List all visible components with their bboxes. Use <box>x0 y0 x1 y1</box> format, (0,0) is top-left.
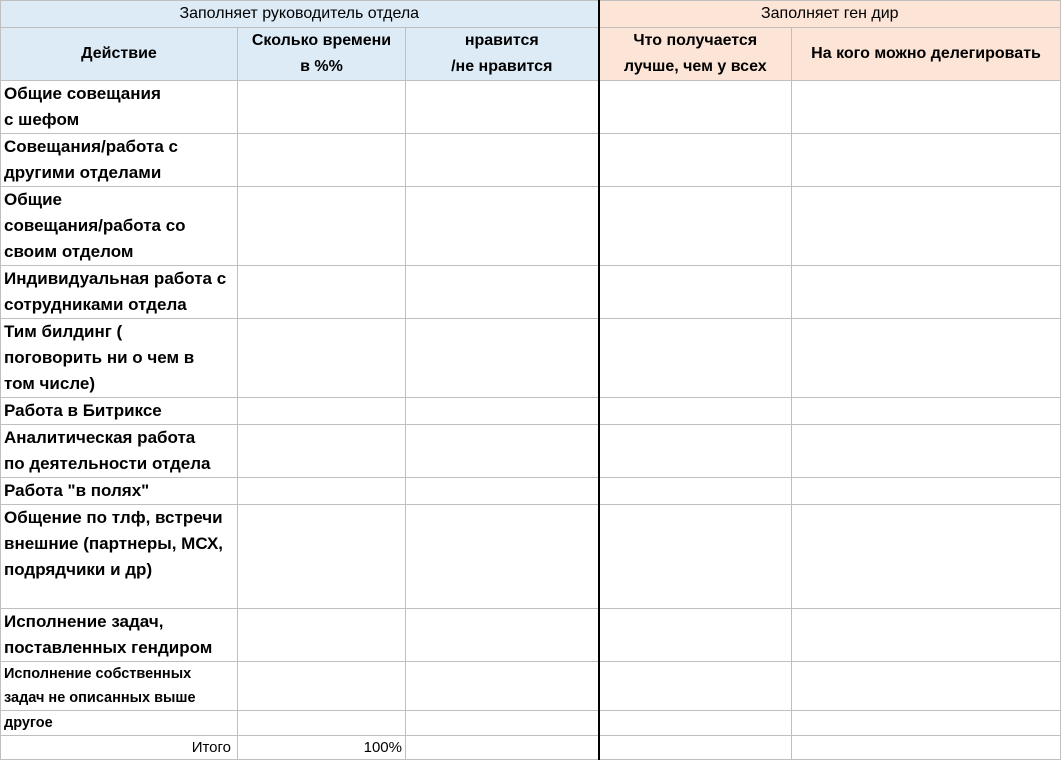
column-header-like-line1: нравится <box>464 32 539 49</box>
column-header-better-line2: лучше, чем у всех <box>623 58 767 75</box>
action-cell[interactable] <box>1 609 238 662</box>
action-cell-line: Индивидуальная работа с <box>4 269 227 288</box>
time-percent-cell[interactable] <box>238 711 406 736</box>
time-percent-cell[interactable] <box>238 425 406 478</box>
column-header-better-line1: Что получается <box>633 32 758 49</box>
better-cell[interactable] <box>599 662 792 711</box>
group-header-manager[interactable]: Заполняет руководитель отдела <box>1 1 599 28</box>
action-cell-line: другое <box>4 715 53 731</box>
total-cell-better[interactable] <box>599 736 792 760</box>
time-percent-cell[interactable] <box>238 505 406 609</box>
action-cell-line: совещания/работа со <box>4 216 186 235</box>
table-row <box>1 134 1061 187</box>
action-cell-line: подрядчики и др) <box>4 560 153 579</box>
group-header-row <box>1 1 1061 28</box>
time-percent-cell[interactable] <box>238 662 406 711</box>
action-cell[interactable] <box>1 319 238 398</box>
delegate-cell[interactable] <box>792 319 1061 398</box>
column-header-action[interactable]: Действие <box>1 28 238 81</box>
action-cell-line: Исполнение задач, <box>4 612 164 631</box>
action-cell-line: задач не описанных выше <box>4 690 196 706</box>
delegate-cell[interactable] <box>792 711 1061 736</box>
better-cell[interactable] <box>599 711 792 736</box>
action-cell[interactable] <box>1 398 238 425</box>
action-cell-line: том числе) <box>4 374 96 393</box>
delegate-cell[interactable] <box>792 662 1061 711</box>
time-percent-cell[interactable] <box>238 134 406 187</box>
column-header-delegate[interactable]: На кого можно делегировать <box>792 28 1061 81</box>
time-percent-cell[interactable] <box>238 266 406 319</box>
better-cell[interactable] <box>599 266 792 319</box>
action-cell[interactable] <box>1 505 238 609</box>
action-cell-line: поставленных гендиром <box>4 638 213 657</box>
better-cell[interactable] <box>599 609 792 662</box>
action-cell-line: другими отделами <box>4 163 162 182</box>
like-cell[interactable] <box>406 662 599 711</box>
better-cell[interactable] <box>599 425 792 478</box>
like-cell[interactable] <box>406 711 599 736</box>
table-row <box>1 711 1061 736</box>
data-rows <box>1 81 1061 736</box>
like-cell[interactable] <box>406 609 599 662</box>
like-cell[interactable] <box>406 398 599 425</box>
action-cell-line: Исполнение собственных <box>4 666 192 682</box>
time-percent-cell[interactable] <box>238 398 406 425</box>
delegate-cell[interactable] <box>792 398 1061 425</box>
better-cell[interactable] <box>599 187 792 266</box>
total-label[interactable]: Итого <box>1 736 238 760</box>
action-cell[interactable] <box>1 134 238 187</box>
table-row <box>1 398 1061 425</box>
delegate-cell[interactable] <box>792 609 1061 662</box>
delegate-cell[interactable] <box>792 81 1061 134</box>
column-header-like-line2: /не нравится <box>451 58 553 75</box>
like-cell[interactable] <box>406 319 599 398</box>
action-cell[interactable] <box>1 266 238 319</box>
delegate-cell[interactable] <box>792 478 1061 505</box>
action-cell[interactable] <box>1 478 238 505</box>
action-cell-line: своим отделом <box>4 242 134 261</box>
total-value[interactable]: 100% <box>238 736 406 760</box>
table-row <box>1 187 1061 266</box>
action-cell[interactable] <box>1 425 238 478</box>
like-cell[interactable] <box>406 187 599 266</box>
action-cell-line: Работа в Битриксе <box>4 401 162 420</box>
like-cell[interactable] <box>406 425 599 478</box>
action-cell-line: поговорить ни о чем в <box>4 348 195 367</box>
column-header-like[interactable] <box>406 28 599 81</box>
action-cell[interactable] <box>1 81 238 134</box>
table-row <box>1 662 1061 711</box>
action-cell-line: Общение по тлф, встречи <box>4 508 223 527</box>
table-row <box>1 266 1061 319</box>
better-cell[interactable] <box>599 81 792 134</box>
total-cell-like[interactable] <box>406 736 599 760</box>
like-cell[interactable] <box>406 134 599 187</box>
table-row <box>1 505 1061 609</box>
column-header-time-percent-line1: Сколько времени <box>251 32 392 49</box>
better-cell[interactable] <box>599 478 792 505</box>
action-cell-line: Работа "в полях" <box>4 481 150 500</box>
like-cell[interactable] <box>406 81 599 134</box>
delegate-cell[interactable] <box>792 266 1061 319</box>
column-header-time-percent[interactable] <box>238 28 406 81</box>
action-cell[interactable] <box>1 711 238 736</box>
delegate-cell[interactable] <box>792 134 1061 187</box>
like-cell[interactable] <box>406 505 599 609</box>
action-cell-line: Общие совещания <box>4 84 161 103</box>
group-header-ceo[interactable]: Заполняет ген дир <box>599 1 1061 28</box>
time-percent-cell[interactable] <box>238 319 406 398</box>
table-row <box>1 425 1061 478</box>
action-cell-line: Аналитическая работа <box>4 428 196 447</box>
column-header-row <box>1 28 1061 81</box>
action-cell[interactable] <box>1 662 238 711</box>
action-cell-line: сотрудниками отдела <box>4 295 187 314</box>
time-percent-cell[interactable] <box>238 478 406 505</box>
action-cell-line: Совещания/работа с <box>4 137 178 156</box>
action-cell-line: внешние (партнеры, МСХ, <box>4 534 224 553</box>
better-cell[interactable] <box>599 505 792 609</box>
total-row <box>1 736 1061 760</box>
total-cell-delegate[interactable] <box>792 736 1061 760</box>
delegate-cell[interactable] <box>792 505 1061 609</box>
action-cell-line: с шефом <box>4 110 80 129</box>
action-cell-line: Общие <box>4 190 62 209</box>
better-cell[interactable] <box>599 398 792 425</box>
like-cell[interactable] <box>406 478 599 505</box>
table-row <box>1 319 1061 398</box>
better-cell[interactable] <box>599 319 792 398</box>
better-cell[interactable] <box>599 134 792 187</box>
delegate-cell[interactable] <box>792 187 1061 266</box>
table-row <box>1 81 1061 134</box>
delegate-cell[interactable] <box>792 425 1061 478</box>
time-percent-cell[interactable] <box>238 609 406 662</box>
column-header-time-percent-line2: в %% <box>300 58 343 75</box>
table-row <box>1 609 1061 662</box>
action-cell-line: по деятельности отдела <box>4 454 211 473</box>
action-cell[interactable] <box>1 187 238 266</box>
action-cell-line: Тим билдинг ( <box>4 322 123 341</box>
time-percent-cell[interactable] <box>238 187 406 266</box>
table-row <box>1 478 1061 505</box>
time-percent-cell[interactable] <box>238 81 406 134</box>
column-header-better[interactable] <box>599 28 792 81</box>
like-cell[interactable] <box>406 266 599 319</box>
